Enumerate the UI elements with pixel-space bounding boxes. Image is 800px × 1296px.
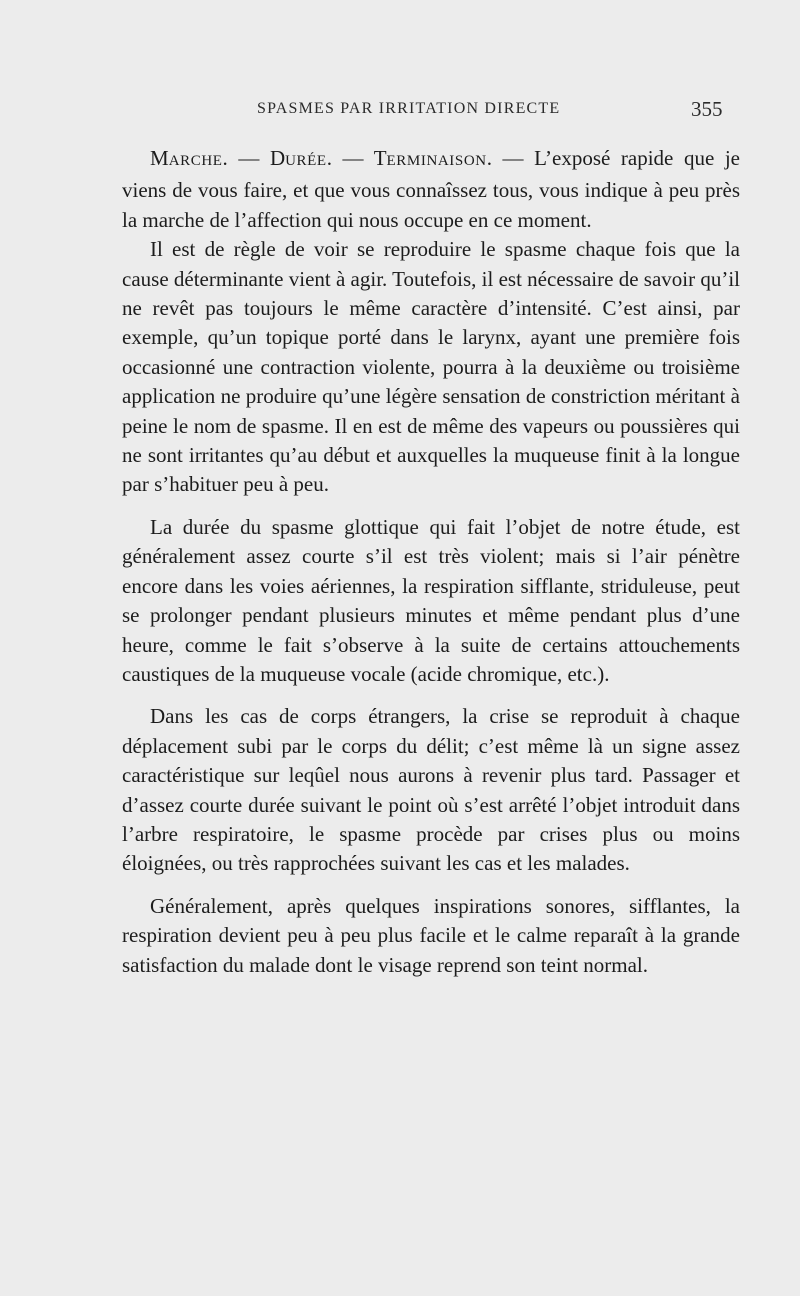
heading-sep-2: . — <box>326 146 374 170</box>
heading-word-3-cap: T <box>373 146 387 170</box>
paragraph-1-text: L’exposé rapide que je viens de vous faire, et que vous connaîssez tous, vous indique à peu près la marche de l’affection qui nous occupe en ce moment. <box>122 146 741 232</box>
section-heading <box>150 146 534 170</box>
paragraph-1 <box>122 144 740 235</box>
heading-word-2-rest: URÉE <box>285 153 327 169</box>
page-header <box>0 97 800 128</box>
paragraph-3: La durée du spasme glottique qui fait l’objet de notre étude, est généralement assez courte s’il est très violent; mais si l’air pénètre encore dans les voies aériennes, la respiration sifflante, striduleuse, peut se prolonger pendant plusieurs minutes et même pendant plus d’une heure, comme le fait s’observe à la suite de certains attouchements caustiques de la muqueuse vocale (acide chromique, etc.). <box>122 514 740 686</box>
heading-word-1-cap: M <box>150 146 169 170</box>
heading-sep-3: . — <box>486 146 535 170</box>
heading-word-2-cap: D <box>269 146 286 170</box>
paragraph-5: Généralement, après quelques inspirations sonores, sifflantes, la respiration devient peu à peu plus facile et le calme reparaît à la grande satisfaction du malade dont le visage reprend son teint normal. <box>122 893 740 977</box>
paragraph-4: Dans les cas de corps étrangers, la crise se reproduit à chaque déplacement subi par le corps du délit; c’est même là un signe assez caractéristique sur leqûel nous aurons à revenir plus tard. Passager et d’assez courte durée suivant le point où s’est arrêté l’objet introduit dans l’arbre respiratoire, le spasme procède par crises plus ou moins éloignées, ou très rapprochées suivant les cas et les malades. <box>122 704 740 876</box>
heading-word-1-rest: ARCHE <box>168 153 223 169</box>
heading-word-3-rest: ERMINAISON <box>386 153 487 169</box>
paragraph-2: Il est de règle de voir se reproduire le spasme chaque fois que la cause déterminante vient à agir. Toutefois, il est nécessaire de savoir qu’il ne revêt pas toujours le même caractère d’intensité. C’est ainsi, par exemple, qu’un topique porté dans le larynx, ayant une première fois occasionné une contraction violente, pourra à la deuxième ou troisième application ne produire qu’une légère sensation de constriction méritant à peine le nom de spasme. Il en est de même des vapeurs ou poussières qui ne sont irritantes qu’au début et auxquelles la muqueuse finit à la longue par s’habituer peu à peu. <box>122 237 741 497</box>
heading-sep-1: . — <box>222 146 270 170</box>
page-number: 355 <box>691 97 723 121</box>
body-text <box>122 144 740 980</box>
running-title: SPASMES PAR IRRITATION DIRECTE <box>257 100 561 117</box>
